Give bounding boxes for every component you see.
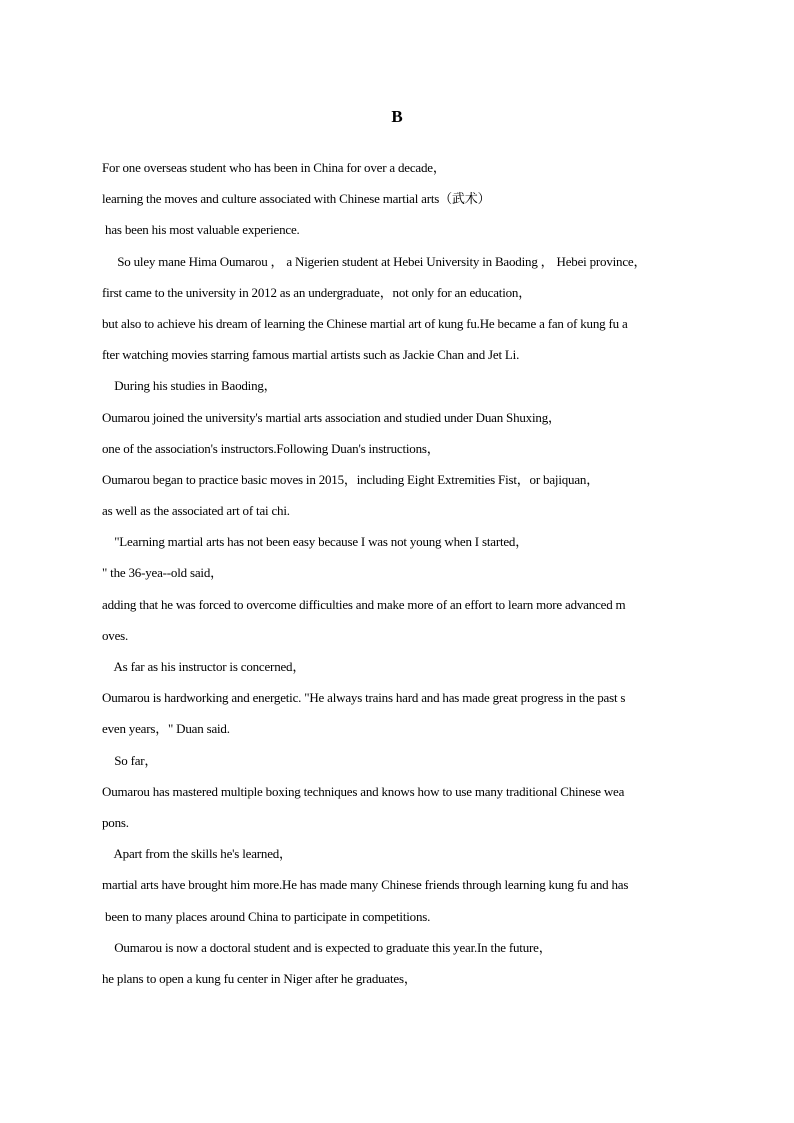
passage-line: learning the moves and culture associated with Chinese martial arts（武术）: [102, 191, 491, 207]
passage-line: Apart from the skills he's learned，: [102, 846, 292, 862]
section-heading: B: [391, 107, 403, 126]
passage-line: So far，: [102, 752, 158, 768]
passage-line: "Learning martial arts has not been easy because I was not young when I started，: [102, 534, 529, 550]
passage-line: As far as his instructor is concerned，: [102, 659, 306, 674]
passage-line: even years，" Duan said.: [102, 721, 230, 737]
passage-line: adding that he was forced to overcome difficulties and make more of an effort to learn more advanced m: [102, 596, 626, 612]
passage-line: During his studies in Baoding，: [102, 378, 277, 394]
passage-line: Oumarou is now a doctoral student and is expected to graduate this year.In the future，: [102, 939, 552, 955]
passage-line: oves.: [102, 627, 129, 643]
passage-line: Oumarou began to practice basic moves in 2015，including Eight Extremities Fist，or bajiquan，: [102, 471, 600, 487]
passage-line: Oumarou is hardworking and energetic. "He always trains hard and has made great progress in the past s: [102, 690, 626, 706]
passage-line: but also to achieve his dream of learning the Chinese martial art of kung fu.He became a fan of kung fu a: [102, 315, 628, 331]
passage-line: fter watching movies starring famous martial artists such as Jackie Chan and Jet Li.: [102, 347, 520, 363]
passage-body: [102, 157, 702, 999]
passage-line: pons.: [102, 814, 129, 830]
passage-line: he plans to open a kung fu center in Niger after he graduates，: [102, 970, 417, 986]
passage-line: Oumarou has mastered multiple boxing techniques and knows how to use many traditional Chinese wea: [102, 783, 625, 799]
passage-line: martial arts have brought him more.He has made many Chinese friends through learning kung fu and has: [102, 877, 629, 893]
passage-line: So uley mane Hima Oumarou ， a Nigerien student at Hebei University in Baoding ， Hebei province，: [102, 253, 647, 269]
passage-line: For one overseas student who has been in China for over a decade，: [102, 160, 446, 175]
passage-line: has been his most valuable experience.: [102, 222, 300, 238]
passage-line: " the 36-yea--old said，: [102, 565, 223, 581]
passage-line: one of the association's instructors.Following Duan's instructions，: [102, 440, 440, 456]
passage-line: first came to the university in 2012 as an undergraduate，not only for an education，: [102, 284, 532, 300]
passage-line: as well as the associated art of tai chi.: [102, 503, 290, 519]
passage-line: been to many places around China to participate in competitions.: [102, 908, 431, 924]
passage-line: Oumarou joined the university's martial arts association and studied under Duan Shuxing，: [102, 409, 561, 425]
